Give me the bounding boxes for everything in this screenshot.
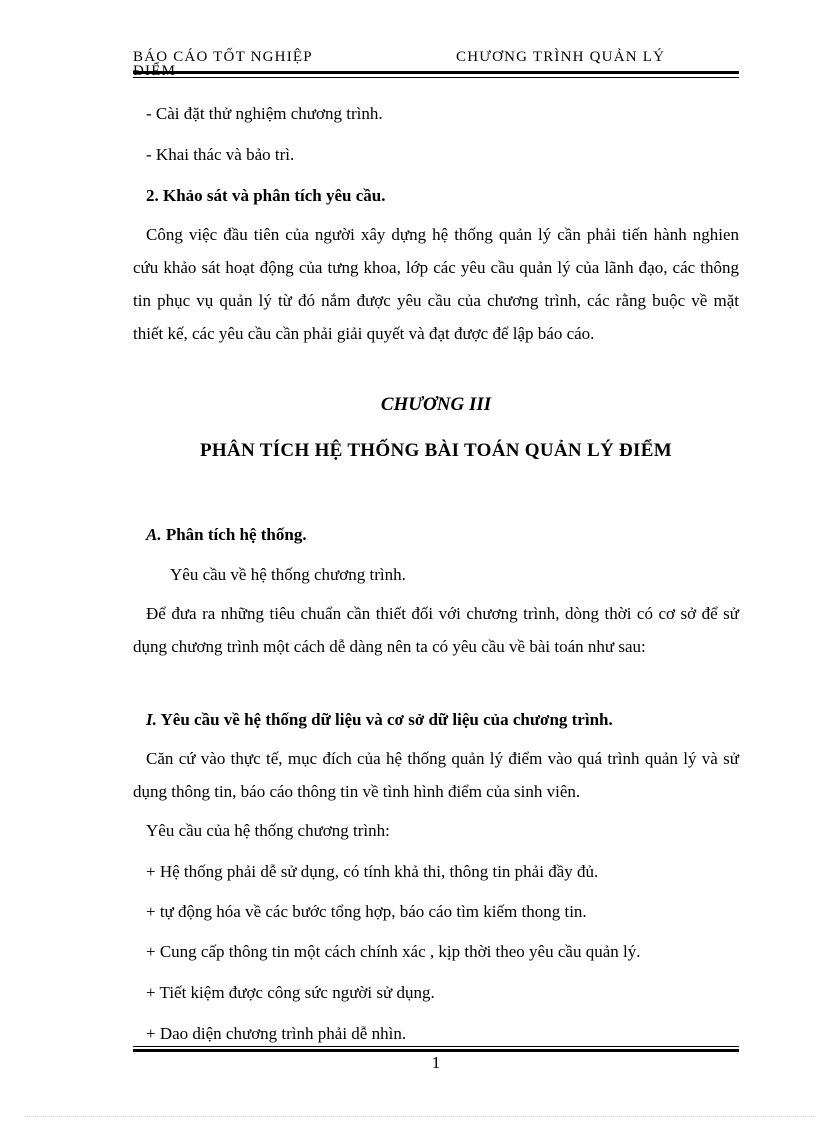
chapter-label: CHƯƠNG III xyxy=(380,394,492,415)
section-i-numeral: I. xyxy=(146,710,157,729)
requirement-item: + Dao diện chương trình phải dễ nhìn. xyxy=(146,1024,407,1043)
section-a-letter: A. xyxy=(146,525,162,544)
requirement-item: + Cung cấp thông tin một cách chính xác , kịp thời theo yêu cầu quản lý. xyxy=(146,942,641,961)
system-requirements-intro: Yêu cầu về hệ thống chương trình. xyxy=(170,565,406,584)
criteria-paragraph: Để đưa ra những tiêu chuẩn cần thiết đối với chương trình, dòng thời có cơ sở để sử dụng chương trình một cách dễ dàng nên ta có yêu cầu về bài toán như sau: xyxy=(133,604,739,656)
header-rule-thick xyxy=(133,71,739,74)
requirement-item: + Hệ thống phải dễ sử dụng, có tính khả thi, thông tin phải đầy đủ. xyxy=(146,862,599,881)
section-a-heading xyxy=(146,518,307,551)
page-bottom-dotted-edge xyxy=(25,1116,816,1117)
header-rule-thin xyxy=(133,77,739,78)
basis-paragraph: Căn cứ vào thực tế, mục đích của hệ thống quản lý điểm vào quá trình quản lý và sử dụng thông tin, báo cáo thông tin về tình hình điểm của sinh viên. xyxy=(133,749,739,801)
header-left-text: BÁO CÁO TỐT NGHIỆP ĐIỂM xyxy=(133,49,313,79)
section-2-heading: 2. Khảo sát và phân tích yêu cầu. xyxy=(146,186,386,205)
step-maintain: - Khai thác và bảo trì. xyxy=(146,145,295,164)
section-i-heading xyxy=(146,703,613,736)
footer-rule-thin xyxy=(133,1046,739,1047)
footer-rule-thick xyxy=(133,1049,739,1052)
requirement-item: + Tiết kiệm được công sức người sử dụng. xyxy=(146,983,435,1002)
requirements-heading: Yêu cầu của hệ thống chương trình: xyxy=(146,821,390,840)
step-install: - Cài đặt thử nghiệm chương trình. xyxy=(146,104,383,123)
section-2-paragraph: Công việc đầu tiên của người xây dựng hệ thống quản lý cần phải tiến hành nghien cứu khảo sát hoạt động của tưng khoa, lớp các yêu cầu quản lý của lãnh đạo, các thông tin phục vụ quản lý từ đó nắm được yêu cầu của chương trình, các rằng buộc về mặt thiết kế, các yêu cầu cần phải giải quyết và đạt được để lập báo cáo. xyxy=(133,225,739,343)
running-header xyxy=(133,47,738,85)
section-a-text: Phân tích hệ thống. xyxy=(161,525,307,544)
section-i-text: Yêu cầu về hệ thống dữ liệu và cơ sở dữ liệu của chương trình. xyxy=(156,710,613,729)
page-number: 1 xyxy=(431,1053,441,1072)
header-right-text: CHƯƠNG TRÌNH QUẢN LÝ xyxy=(456,49,666,65)
chapter-title: PHÂN TÍCH HỆ THỐNG BÀI TOÁN QUẢN LÝ ĐIỂM xyxy=(200,440,672,461)
requirement-item: + tự động hóa về các bước tổng hợp, báo cáo tìm kiếm thong tin. xyxy=(146,902,587,921)
